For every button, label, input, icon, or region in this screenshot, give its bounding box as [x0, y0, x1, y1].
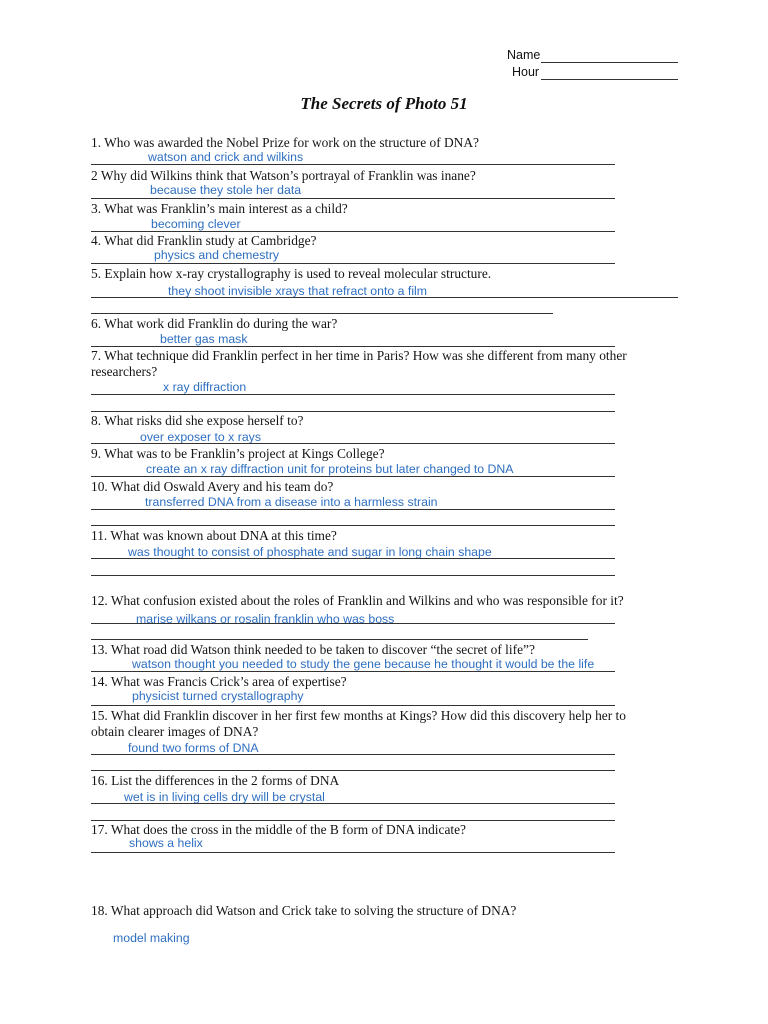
answer-10[interactable]: transferred DNA from a disease into a harmless strain — [145, 495, 438, 509]
answer-18[interactable]: model making — [113, 931, 190, 945]
answer-line — [91, 705, 615, 706]
answer-3[interactable]: becoming clever — [151, 217, 241, 231]
answer-line — [91, 231, 615, 232]
answer-line — [91, 476, 615, 477]
name-label: Name — [507, 48, 541, 62]
answer-16[interactable]: wet is in living cells dry will be crystal — [124, 790, 325, 804]
answer-line — [91, 411, 615, 412]
answer-line — [91, 263, 615, 264]
answer-17[interactable]: shows a helix — [129, 836, 203, 850]
answer-line — [91, 525, 615, 526]
answer-7[interactable]: x ray diffraction — [163, 380, 247, 394]
answer-2[interactable]: because they stole her data — [150, 183, 302, 197]
question-12: 12. What confusion existed about the roles of Franklin and Wilkins and who was responsible for it? — [91, 593, 624, 608]
answer-1[interactable]: watson and crick and wilkins — [148, 150, 304, 164]
answer-line — [91, 509, 615, 510]
question-3: 3. What was Franklin’s main interest as a child? — [91, 201, 348, 216]
question-9: 9. What was to be Franklin’s project at Kings College? — [91, 446, 385, 461]
answer-line — [91, 852, 615, 853]
hour-line[interactable] — [541, 79, 678, 80]
answer-line — [91, 443, 615, 444]
answer-line — [91, 394, 615, 395]
answer-line — [91, 639, 588, 640]
answer-5[interactable]: they shoot invisible xrays that refract onto a film — [168, 284, 428, 298]
question-7-continued: researchers? — [91, 364, 158, 379]
question-14: 14. What was Francis Crick’s area of expertise? — [91, 674, 347, 689]
answer-line — [91, 770, 615, 771]
answer-4[interactable]: physics and chemestry — [154, 248, 280, 262]
question-18: 18. What approach did Watson and Crick take to solving the structure of DNA? — [91, 903, 517, 918]
question-15-continued: obtain clearer images of DNA? — [91, 724, 259, 739]
answer-14[interactable]: physicist turned crystallography — [132, 689, 304, 703]
answer-11[interactable]: was thought to consist of phosphate and sugar in long chain shape — [128, 545, 492, 559]
question-4: 4. What did Franklin study at Cambridge? — [91, 233, 317, 248]
answer-line — [91, 198, 615, 199]
answer-line — [91, 623, 615, 624]
answer-line — [91, 346, 615, 347]
answer-8[interactable]: over exposer to x rays — [140, 430, 261, 444]
question-16: 16. List the differences in the 2 forms of DNA — [91, 773, 340, 788]
question-2: 2 Why did Wilkins think that Watson’s portrayal of Franklin was inane? — [91, 168, 476, 183]
answer-line — [91, 313, 553, 314]
question-6: 6. What work did Franklin do during the war? — [91, 316, 338, 331]
question-13: 13. What road did Watson think needed to be taken to discover “the secret of life”? — [91, 642, 535, 657]
answer-6[interactable]: better gas mask — [160, 332, 248, 346]
question-10: 10. What did Oswald Avery and his team do? — [91, 479, 334, 494]
answer-line — [91, 575, 615, 576]
answer-13[interactable]: watson thought you needed to study the gene because he thought it would be the life — [132, 657, 595, 671]
answer-line — [91, 803, 615, 804]
answer-12[interactable]: marise wilkans or rosalin franklin who was boss — [136, 612, 395, 626]
question-5: 5. Explain how x-ray crystallography is used to reveal molecular structure. — [91, 266, 492, 281]
page-title: The Secrets of Photo 51 — [300, 94, 468, 113]
name-line[interactable] — [541, 62, 678, 63]
answer-line — [91, 297, 678, 298]
hour-label: Hour — [512, 65, 540, 79]
answer-line — [91, 164, 615, 165]
question-7: 7. What technique did Franklin perfect in her time in Paris? How was she different from many other — [91, 348, 627, 363]
question-1: 1. Who was awarded the Nobel Prize for work on the structure of DNA? — [91, 135, 479, 150]
answer-line — [91, 754, 615, 755]
question-15: 15. What did Franklin discover in her first few months at Kings? How did this discovery help her to — [91, 708, 626, 723]
answer-line — [91, 558, 615, 559]
answer-line — [91, 820, 615, 821]
question-8: 8. What risks did she expose herself to? — [91, 413, 304, 428]
answer-line — [91, 671, 615, 672]
question-11: 11. What was known about DNA at this time? — [91, 528, 337, 543]
answer-15[interactable]: found two forms of DNA — [128, 741, 259, 755]
answer-9[interactable]: create an x ray diffraction unit for proteins but later changed to DNA — [146, 462, 514, 476]
question-17: 17. What does the cross in the middle of the B form of DNA indicate? — [91, 822, 466, 837]
